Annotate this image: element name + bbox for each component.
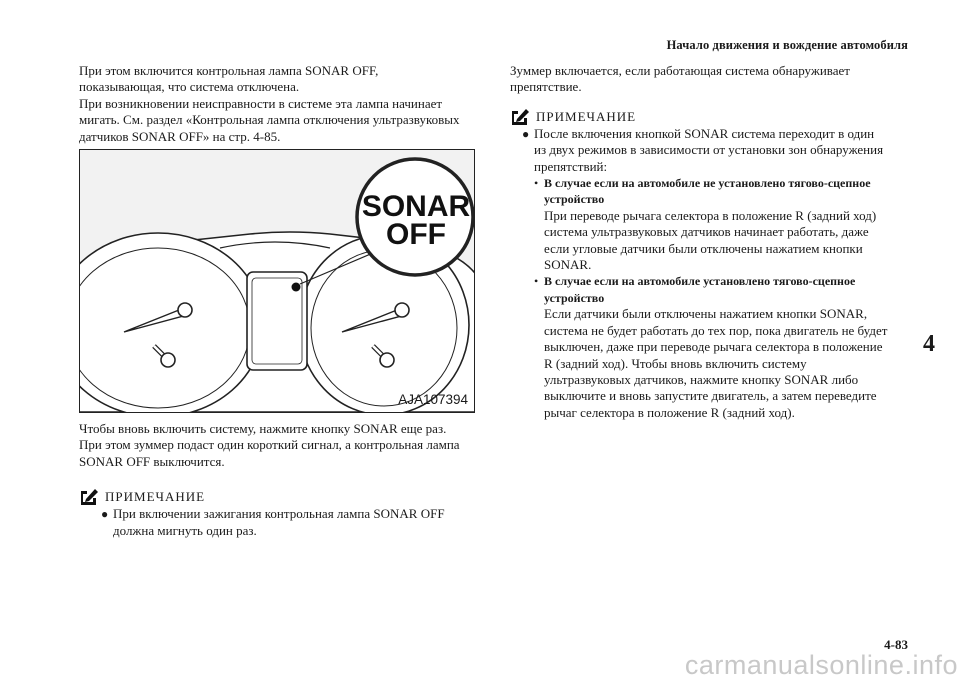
bullet-dot: ● (101, 507, 109, 522)
left-column-bottom (79, 421, 479, 539)
right-column (510, 63, 900, 421)
sonar-lamp-text-1: SONAR (361, 190, 471, 223)
sub-bullet-dot: • (534, 176, 539, 191)
note-bullet-left: ● При включении зажигания контрольная лампа SONAR OFF должна мигнуть один раз. (101, 506, 445, 538)
note-heading-left (79, 488, 479, 506)
right-paragraph-1: Зуммер включается, если работающая система обнаруживает препятствие. (510, 63, 850, 95)
note-heading-right (510, 108, 900, 126)
left-column-top (79, 63, 474, 145)
left-paragraph-2: Чтобы вновь включить систему, нажмите кнопку SONAR еще раз. При этом зуммер подаст один короткий сигнал, а контрольная лампа SONAR OFF выключится. (79, 421, 460, 469)
instrument-cluster-figure (79, 149, 475, 413)
instrument-cluster-illustration (80, 150, 474, 412)
running-header: Начало движения и вождение автомобиля (666, 38, 908, 52)
note-label-left: ПРИМЕЧАНИЕ (105, 489, 206, 505)
case-with-towbar: • В случае если на автомобиле установлено тягово-сцепное устройство Если датчики были отключены нажатием кнопки SONAR, система не будет работать до тех пор, пока двигатель не будет выключен, даже при переводе рычага селектора в положение R (задний ход). Чтобы вновь включить систему ультразвуковых датчиков, нажмите кнопку SONAR либо выключите и вновь запустите двигатель, а затем переведите рычаг селектора в положение R (задний ход). (534, 274, 888, 420)
watermark: carmanualsonline.info (684, 650, 958, 680)
pencil-note-icon (510, 108, 530, 126)
sub-bullet-dot: • (534, 274, 539, 289)
page-number: 4-83 (884, 637, 908, 652)
pencil-note-icon (79, 488, 99, 506)
note-label-right: ПРИМЕЧАНИЕ (536, 108, 637, 124)
note-bullet-right: ● После включения кнопкой SONAR система переходит в один из двух режимов в зависимости от установки зон обнаружения препятствий: • В случае если на автомобиле не установлено тягово-сцепное устройство При переводе рычага селектора в положение R (задний ход) система ультразвуковых датчиков начинает работать, даже если угловые датчики были отключены нажатием кнопки SONAR. • В случае если на автомобиле установлено тягово-сцепное устройство Если датчики были отключены нажатием кнопки SONAR, система не будет работать до тех пор, пока двигатель не будет выключен, даже при переводе рычага селектора в положение R (задний ход). Чтобы вновь включить систему ультразвуковых датчиков, нажмите кнопку SONAR либо выключите и вновь запустите двигатель, а затем переведите рычаг селектора в положение R (задний ход). (522, 126, 900, 421)
bullet-dot: ● (522, 126, 530, 141)
case-no-towbar: • В случае если на автомобиле не установлено тягово-сцепное устройство При переводе рычага селектора в положение R (задний ход) система ультразвуковых датчиков начинает работать, даже если угловые датчики были отключены нажатием кнопки SONAR. (534, 176, 877, 273)
figure-code: AJA107394 (398, 392, 468, 407)
sonar-lamp-text-2: OFF (386, 218, 446, 251)
chapter-number: 4 (923, 331, 935, 357)
left-paragraph-1: При этом включится контрольная лампа SONAR OFF, показывающая, что система отключена. При возникновении неисправности в системе эта лампа начинает мигать. См. раздел «Контрольная лампа отключения ультразвуковых датчиков SONAR OFF» на стр. 4-85. (79, 63, 460, 144)
